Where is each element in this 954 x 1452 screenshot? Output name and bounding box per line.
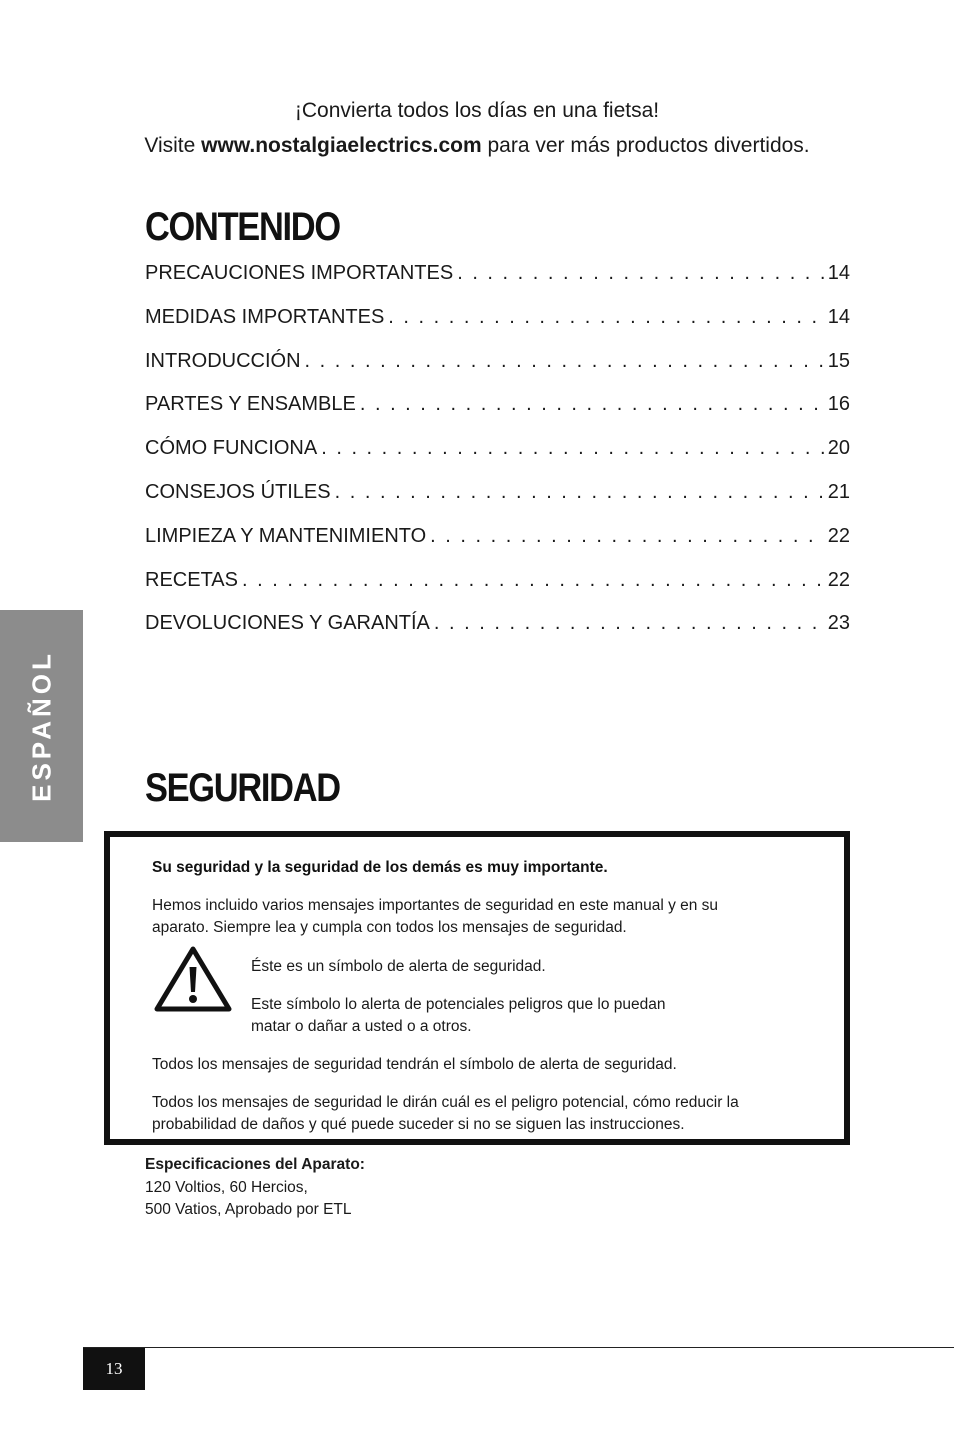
language-side-tab: [0, 610, 83, 842]
toc-leader-dots: [360, 393, 824, 416]
toc-item[interactable]: [145, 306, 850, 350]
toc-item-label: CÓMO FUNCIONA: [145, 437, 318, 460]
appliance-specifications: [145, 1154, 365, 1222]
toc-item-page: 22: [827, 568, 850, 591]
toc-leader-dots: [321, 437, 824, 460]
intro-suffix-text: para ver más productos divertidos.: [481, 134, 810, 157]
safety-hazard-paragraph: Todos los mensajes de seguridad le dirán cuál es el peligro potencial, cómo reducir la probabilidad de daños y qué puede suceder si no se siguen las instrucciones.: [152, 1094, 739, 1133]
toc-item-page: 21: [827, 480, 850, 503]
specs-title: Especificaciones del Aparato:: [145, 1156, 365, 1173]
toc-item[interactable]: [145, 481, 850, 525]
footer-divider: [83, 1347, 954, 1348]
website-url[interactable]: www.nostalgiaelectrics.com: [201, 134, 482, 157]
safety-heading: Su seguridad y la seguridad de los demás es muy importante.: [152, 859, 608, 876]
toc-item-page: 16: [827, 393, 850, 416]
toc-item-label: MEDIDAS IMPORTANTES: [145, 305, 385, 328]
toc-item-label: PARTES Y ENSAMBLE: [145, 393, 356, 416]
safety-title: SEGURIDAD: [145, 766, 340, 810]
specs-line-wattage: 500 Vatios, Aprobado por ETL: [145, 1201, 352, 1218]
toc-item-page: 22: [827, 524, 850, 547]
table-of-contents: [145, 262, 850, 656]
toc-item-label: RECETAS: [145, 568, 238, 591]
safety-intro-paragraph: Hemos incluido varios mensajes importantes de seguridad en este manual y en su aparato. Siempre lea y cumpla con todos los mensajes de seguridad.: [152, 897, 719, 936]
toc-item-label: LIMPIEZA Y MANTENIMIENTO: [145, 524, 427, 547]
toc-leader-dots: [242, 569, 824, 592]
intro-website-line: [0, 134, 954, 158]
toc-item-page: 15: [827, 349, 850, 372]
toc-item-label: DEVOLUCIONES Y GARANTÍA: [145, 612, 430, 635]
toc-item-page: 14: [827, 262, 850, 284]
toc-item[interactable]: [145, 262, 850, 306]
safety-messages-paragraph: Todos los mensajes de seguridad tendrán el símbolo de alerta de seguridad.: [152, 1056, 677, 1073]
toc-leader-dots: [457, 262, 824, 285]
toc-item-label: INTRODUCCIÓN: [145, 349, 301, 372]
toc-item[interactable]: [145, 525, 850, 569]
intro-slogan: [0, 99, 954, 123]
alert-danger-description: Este símbolo lo alerta de potenciales peligros que lo puedan matar o dañar a usted o a otros.: [251, 996, 666, 1035]
intro-slogan-text: ¡Convierta todos los días en una fietsa!: [294, 99, 660, 122]
page-number: 13: [83, 1348, 145, 1390]
toc-item[interactable]: [145, 569, 850, 613]
toc-item-page: 14: [827, 305, 850, 328]
alert-symbol-description: Éste es un símbolo de alerta de seguridad.: [251, 958, 546, 975]
safety-notice-box: [104, 831, 850, 1145]
toc-leader-dots: [335, 481, 824, 504]
toc-item-page: 23: [827, 612, 850, 635]
toc-item[interactable]: [145, 350, 850, 394]
specs-line-voltage: 120 Voltios, 60 Hercios,: [145, 1178, 308, 1196]
toc-leader-dots: [388, 306, 823, 329]
toc-leader-dots: [434, 612, 824, 635]
toc-leader-dots: [305, 350, 824, 373]
toc-leader-dots: [430, 525, 824, 548]
language-side-tab-label: ESPAÑOL: [26, 650, 56, 802]
toc-item[interactable]: [145, 437, 850, 481]
toc-item-label: CONSEJOS ÚTILES: [145, 480, 331, 503]
contents-title: CONTENIDO: [145, 205, 340, 249]
warning-triangle-icon: [154, 945, 232, 1013]
toc-item-label: PRECAUCIONES IMPORTANTES: [145, 262, 454, 284]
intro-visit-text: Visite: [144, 134, 202, 157]
toc-item-page: 20: [827, 437, 850, 460]
toc-item[interactable]: [145, 612, 850, 656]
toc-item[interactable]: [145, 393, 850, 437]
